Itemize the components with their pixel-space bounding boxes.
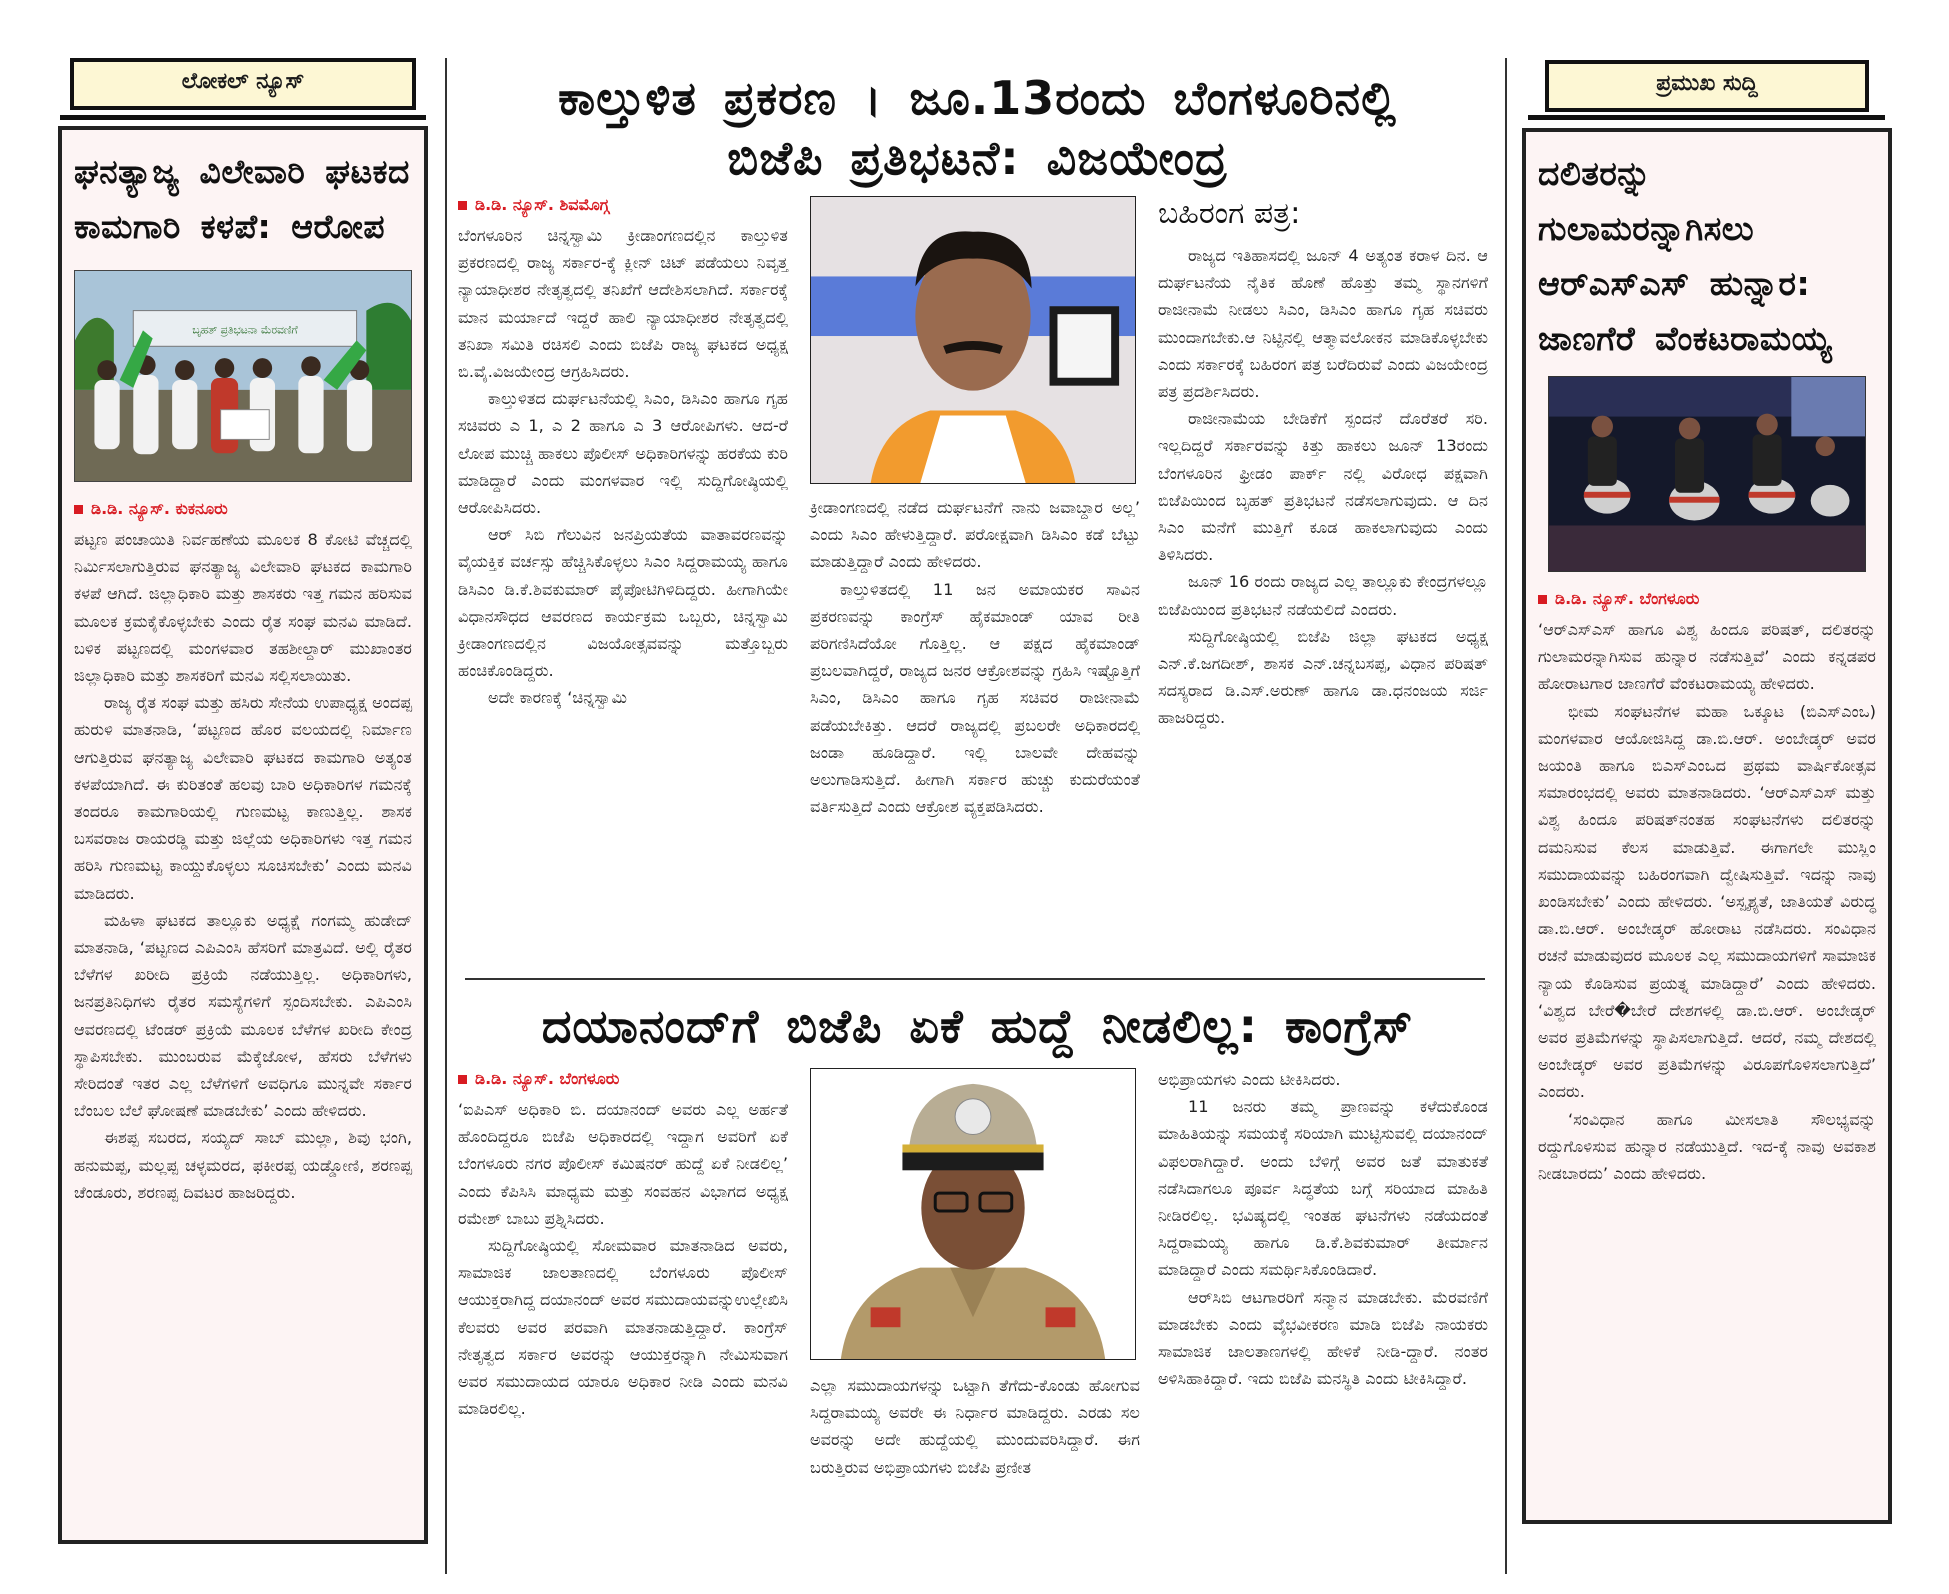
dateline-kukanur: ಡಿ.ಡಿ. ನ್ಯೂಸ್. ಕುಕನೂರು xyxy=(74,496,412,522)
police-officer-portrait-photo xyxy=(810,1068,1136,1360)
local-news-box xyxy=(58,126,428,1544)
paragraph: ಕಾಲ್ತುಳಿತದ ದುರ್ಘಟನೆಯಲ್ಲಿ ಸಿಎಂ, ಡಿಸಿಎಂ ಹಾಗೂ ಗೃಹ ಸಚಿವರು ಎ 1, ಎ 2 ಹಾಗೂ ಎ 3 ಆರೋಪಿಗಳು. ಆದ-ರೆ ಲೋಪ ಮುಚ್ಚಿ ಹಾಕಲು ಪೊಲೀಸ್ ಅಧಿಕಾರಿಗಳನ್ನು ಹರಕೆಯ ಕುರಿ ಮಾಡಿದ್ದಾರೆ ಎಂದು ಮಂಗಳವಾರ ಇಲ್ಲಿ ಸುದ್ದಿಗೋಷ್ಠಿಯಲ್ಲಿ ಆರೋಪಿಸಿದರು. xyxy=(458,389,788,518)
paragraph: ಬೆಂಗಳೂರಿನ ಚಿನ್ನಸ್ವಾಮಿ ಕ್ರೀಡಾಂಗಣದಲ್ಲಿನ ಕಾಲ್ತುಳಿತ ಪ್ರಕರಣದಲ್ಲಿ ರಾಜ್ಯ ಸರ್ಕಾರ-ಕ್ಕೆ ಕ್ಲೀನ್ ಚಿಟ್ ಪಡೆಯಲು ನಿವೃತ್ತ ನ್ಯಾಯಾಧೀಶರ ನೇತೃತ್ವದಲ್ಲಿ ತನಿಖೆಗೆ ಆದೇಶಿಸಲಾಗಿದೆ. ಸರ್ಕಾರಕ್ಕೆ ಮಾನ ಮರ್ಯಾದೆ ಇದ್ದರೆ ಹಾಲಿ ನ್ಯಾಯಾಧೀಶರ ನೇತೃತ್ವದಲ್ಲಿ ತನಿಖಾ ಸಮಿತಿ ರಚಿಸಲಿ ಎಂದು ಬಿಜೆಪಿ ರಾಜ್ಯ ಘಟಕದ ಅಧ್ಯಕ್ಷ ಬಿ.ವೈ.ವಿಜಯೇಂದ್ರ ಆಗ್ರಹಿಸಿದರು. xyxy=(458,226,788,382)
dateline-shivamogga: ಡಿ.ಡಿ. ನ್ಯೂಸ್. ಶಿವಮೊಗ್ಗ xyxy=(458,192,788,218)
article2-col1 xyxy=(458,1066,788,1422)
paragraph: ‘ಐಪಿಎಸ್ ಅಧಿಕಾರಿ ಬಿ. ದಯಾನಂದ್ ಅವರು ಎಲ್ಲ ಅರ್ಹತೆ ಹೊಂದಿದ್ದರೂ ಬಿಜೆಪಿ ಅಧಿಕಾರದಲ್ಲಿ ಇದ್ದಾಗ ಅವರಿಗೆ ಏಕೆ ಬೆಂಗಳೂರು ನಗರ ಪೊಲೀಸ್ ಕಮಿಷನರ್ ಹುದ್ದೆ ಏಕೆ ನೀಡಲಿಲ್ಲ’ ಎಂದು ಕೆಪಿಸಿಸಿ ಮಾಧ್ಯಮ ಮತ್ತು ಸಂವಹನ ವಿಭಾಗದ ಅಧ್ಯಕ್ಷ ರಮೇಶ್ ಬಾಬು ಪ್ರಶ್ನಿಸಿದರು. xyxy=(458,1100,788,1228)
paragraph: ರಾಜ್ಯ ರೈತ ಸಂಘ ಮತ್ತು ಹಸಿರು ಸೇನೆಯ ಉಪಾಧ್ಯಕ್ಷ ಅಂದಪ್ಪ ಹುರುಳಿ ಮಾತನಾಡಿ, ‘ಪಟ್ಟಣದ ಹೊರ ವಲಯದಲ್ಲಿ ನಿರ್ಮಾಣ ಆಗುತ್ತಿರುವ ಘನತ್ಯಾಜ್ಯ ವಿಲೇವಾರಿ ಘಟಕದ ಕಾಮಗಾರಿ ಅತ್ಯಂತ ಕಳಪೆಯಾಗಿದೆ. ಈ ಕುರಿತಂತೆ ಹಲವು ಬಾರಿ ಅಧಿಕಾರಿಗಳ ಗಮನಕ್ಕೆ ತಂದರೂ ಕಾಮಗಾರಿಯಲ್ಲಿ ಗುಣಮಟ್ಟ ಕಾಣುತ್ತಿಲ್ಲ. ಶಾಸಕ ಬಸವರಾಜ ರಾಯರಡ್ಡಿ ಮತ್ತು ಜಿಲ್ಲೆಯ ಅಧಿಕಾರಿಗಳು ಇತ್ತ ಗಮನ ಹರಿಸಿ ಗುಣಮಟ್ಟ ಕಾಯ್ದುಕೊಳ್ಳಲು ಸೂಚಿಸಬೇಕು’ ಎಂದು ಮನವಿ ಮಾಡಿದರು. xyxy=(74,693,412,903)
article2-col2 xyxy=(810,1372,1140,1481)
paragraph: ಎಲ್ಲಾ ಸಮುದಾಯಗಳನ್ನು ಒಟ್ಟಾಗಿ ತೆಗೆದು-ಕೊಂಡು ಹೋಗುವ ಸಿದ್ದರಾಮಯ್ಯ ಅವರೇ ಈ ನಿರ್ಧಾರ ಮಾಡಿದ್ದರು. ಎರಡು ಸಲ ಅವರನ್ನು ಅದೇ ಹುದ್ದೆಯಲ್ಲಿ ಮುಂದುವರಿಸಿದ್ದಾರೆ. ಈಗ ಬರುತ್ತಿರುವ ಅಭಿಪ್ರಾಯಗಳು ಬಿಜೆಪಿ ಪ್ರಣೀತ xyxy=(810,1376,1140,1477)
paragraph: ಸುದ್ದಿಗೋಷ್ಠಿಯಲ್ಲಿ ಸೋಮವಾರ ಮಾತನಾಡಿದ ಅವರು, ಸಾಮಾಜಿಕ ಜಾಲತಾಣದಲ್ಲಿ ಬೆಂಗಳೂರು ಪೊಲೀಸ್ ಆಯುಕ್ತರಾಗಿದ್ದ ದಯಾನಂದ್ ಅವರ ಸಮುದಾಯವನ್ನುಉಲ್ಲೇಖಿಸಿ ಕೆಲವರು ಅವರ ಪರವಾಗಿ ಮಾತನಾಡುತ್ತಿದ್ದಾರೆ. ಕಾಂಗ್ರೆಸ್ ನೇತೃತ್ವದ ಸರ್ಕಾರ ಅವರನ್ನು ಆಯುಕ್ತರನ್ನಾಗಿ ನೇಮಿಸುವಾಗ ಅವರ ಸಮುದಾಯದ ಯಾರೂ ಅಧಿಕಾರ ನೀಡಿ ಎಂದು ಮನವಿ ಮಾಡಿರಲಿಲ್ಲ. xyxy=(458,1236,788,1419)
paragraph: ‘ಆರ್‌ಎಸ್‌ಎಸ್ ಹಾಗೂ ವಿಶ್ವ ಹಿಂದೂ ಪರಿಷತ್, ದಲಿತರನ್ನು ಗುಲಾಮರನ್ನಾಗಿಸುವ ಹುನ್ನಾರ ನಡೆಸುತ್ತಿವೆ’ ಎಂದು ಕನ್ನಡಪರ ಹೋರಾಟಗಾರ ಜಾಣಗೆರೆ ವೆಂಕಟರಾಮಯ್ಯ ಹೇಳಿದರು. xyxy=(1538,620,1876,694)
section-label-top-news: ಪ್ರಮುಖ ಸುದ್ದಿ xyxy=(1545,60,1869,112)
article2-col3 xyxy=(1158,1066,1488,1392)
paragraph: ಆರ್‌ಸಿಬಿ ಆಟಗಾರರಿಗೆ ಸನ್ಮಾನ ಮಾಡಬೇಕು. ಮೆರವಣಿಗೆ ಮಾಡಬೇಕು ಎಂದು ವೈಭವೀಕರಣ ಮಾಡಿ ಬಿಜೆಪಿ ನಾಯಕರು ಸಾಮಾಜಿಕ ಜಾಲತಾಣಗಳಲ್ಲಿ ಹೇಳಿಕೆ ನೀಡಿ-ದ್ದಾರೆ. ನಂತರ ಅಳಿಸಿಹಾಕಿದ್ದಾರೆ. ಇದು ಬಿಜೆಪಿ ಮನಸ್ಥಿತಿ ಎಂದು ಟೀಕಿಸಿದ್ದಾರೆ. xyxy=(1158,1287,1488,1389)
article1-col3 xyxy=(1158,192,1488,732)
bullet-square-icon xyxy=(458,201,467,210)
paragraph: ಕಾಲ್ತುಳಿತದಲ್ಲಿ 11 ಜನ ಅಮಾಯಕರ ಸಾವಿನ ಪ್ರಕರಣವನ್ನು ಕಾಂಗ್ರೆಸ್ ಹೈಕಮಾಂಡ್ ಯಾವ ರೀತಿ ಪರಿಗಣಿಸಿದೆಯೋ ಗೊತ್ತಿಲ್ಲ. ಆ ಪಕ್ಷದ ಹೈಕಮಾಂಡ್ ಪ್ರಬಲವಾಗಿದ್ದರೆ, ರಾಜ್ಯದ ಜನರ ಆಕ್ರೋಶವನ್ನು ಗ್ರಹಿಸಿ ಇಷ್ಟೊತ್ತಿಗೆ ಸಿಎಂ, ಡಿಸಿಎಂ ಹಾಗೂ ಗೃಹ ಸಚಿವರ ರಾಜೀನಾಮೆ ಪಡೆಯಬೇಕಿತ್ತು. ಆದರೆ ರಾಜ್ಯದಲ್ಲಿ ಪ್ರಬಲರೇ ಅಧಿಕಾರದಲ್ಲಿ ಜಂಡಾ ಹೂಡಿದ್ದಾರೆ. ಇಲ್ಲಿ ಬಾಲವೇ ದೇಹವನ್ನು ಅಲುಗಾಡಿಸುತ್ತಿದೆ. ಹೀಗಾಗಿ ಸರ್ಕಾರ ಹುಚ್ಚು ಕುದುರೆಯಂತೆ ವರ್ತಿಸುತ್ತಿದೆ ಎಂದು ಆಕ್ರೋಶ ವ್ಯಕ್ತಪಡಿಸಿದರು. xyxy=(810,579,1140,817)
paragraph: ಪಟ್ಟಣ ಪಂಚಾಯಿತಿ ನಿರ್ವಹಣೆಯ ಮೂಲಕ 8 ಕೋಟಿ ವೆಚ್ಚದಲ್ಲಿ ನಿರ್ಮಿಸಲಾಗುತ್ತಿರುವ ಘನತ್ಯಾಜ್ಯ ವಿಲೇವಾರಿ ಘಟಕದ ಕಾಮಗಾರಿ ಕಳಪೆ ಆಗಿದೆ. ಜಿಲ್ಲಾಧಿಕಾರಿ ಮತ್ತು ಶಾಸಕರು ಇತ್ತ ಗಮನ ಹರಿಸುವ ಮೂಲಕ ಕ್ರಮಕೈಕೊಳ್ಳಬೇಕು ಎಂದು ರೈತ ಸಂಘ ಮನವಿ ಮಾಡಿದೆ. ಬಳಿಕ ಪಟ್ಟಣದಲ್ಲಿ ಮಂಗಳವಾರ ತಹಶೀಲ್ದಾರ್ ಮುಖಾಂತರ ಜಿಲ್ಲಾಧಿಕಾರಿ ಮತ್ತು ಶಾಸಕರಿಗೆ ಮನವಿ ಸಲ್ಲಿಸಲಾಯಿತು. xyxy=(74,530,412,686)
paragraph: ಈಶಪ್ಪ ಸಬರದ, ಸಯ್ಯದ್ ಸಾಬ್ ಮುಲ್ಲಾ, ಶಿವು ಭಂಗಿ, ಹನುಮಪ್ಪ, ಮಲ್ಲಪ್ಪ ಚಳ್ಳಮರದ, ಫಕೀರಪ್ಪ ಯಡ್ಡೋಣಿ, ಶರಣಪ್ಪ ಚೆಂಡೂರು, ಶರಣಪ್ಪ ದಿವಟರ ಹಾಜರಿದ್ದರು. xyxy=(74,1128,412,1202)
paragraph: ಭೀಮ ಸಂಘಟನೆಗಳ ಮಹಾ ಒಕ್ಕೂಟ (ಬಿಎಸ್‌ಎಂಒ) ಮಂಗಳವಾರ ಆಯೋಜಿಸಿದ್ದ ಡಾ.ಬಿ.ಆರ್. ಅಂಬೇಡ್ಕರ್ ಅವರ ಜಯಂತಿ ಹಾಗೂ ಬಿಎಸ್‌ಎಂಒದ ಪ್ರಥಮ ವಾರ್ಷಿಕೋತ್ಸವ ಸಮಾರಂಭದಲ್ಲಿ ಅವರು ಮಾತನಾಡಿದರು. ‘ಆರ್‌ಎಸ್‌ಎಸ್ ಮತ್ತು ವಿಶ್ವ ಹಿಂದೂ ಪರಿಷತ್‌ನಂತಹ ಸಂಘಟನೆಗಳು ದಲಿತರನ್ನು ದಮನಿಸುವ ಕೆಲಸ ಮಾಡುತ್ತಿವೆ. ಈಗಾಗಲೇ ಮುಸ್ಲಿಂ ಸಮುದಾಯವನ್ನು ಬಹಿರಂಗವಾಗಿ ದ್ವೇಷಿಸುತ್ತಿವೆ. ಇದನ್ನು ನಾವು ಖಂಡಿಸಬೇಕು’ ಎಂದು ಹೇಳಿದರು. ‘ಅಸ್ಪೃಶ್ಯತೆ, ಜಾತಿಯತೆ ವಿರುದ್ಧ ಡಾ.ಬಿ.ಆರ್. ಅಂಬೇಡ್ಕರ್ ಹೋರಾಟ ನಡೆಸಿದರು. ಸಂವಿಧಾನ ರಚನೆ ಮಾಡುವುದರ ಮೂಲಕ ಎಲ್ಲ ಸಮುದಾಯಗಳಿಗೆ ಸಾಮಾಜಿಕ ನ್ಯಾಯ ಕೊಡಿಸುವ ಪ್ರಯತ್ನ ಮಾಡಿದ್ದಾರೆ’ ಎಂದು ಹೇಳಿದರು. ‘ವಿಶ್ವದ ಬೇರೆ�ಬೇರೆ ದೇಶಗಳಲ್ಲಿ ಡಾ.ಬಿ.ಆರ್. ಅಂಬೇಡ್ಕರ್ ಅವರ ಪ್ರತಿಮೆಗಳನ್ನು ಸ್ಥಾಪಿಸಲಾಗುತ್ತಿದೆ. ಆದರೆ, ನಮ್ಮ ದೇಶದಲ್ಲಿ ಅಂಬೇಡ್ಕರ್ ಅವರ ಪ್ರತಿಮೆಗಳನ್ನು ವಿರೂಪಗೊಳಿಸಲಾಗುತ್ತಿದೆ’ ಎಂದರು. xyxy=(1538,701,1876,1102)
dateline-bengaluru: ಡಿ.ಡಿ. ನ್ಯೂಸ್. ಬೆಂಗಳೂರು xyxy=(458,1066,788,1092)
paragraph: ಅಭಿಪ್ರಾಯಗಳು ಎಂದು ಟೀಕಿಸಿದರು. xyxy=(1158,1070,1341,1089)
main-headline-stampede: ಕಾಲ್ತುಳಿತ ಪ್ರಕರಣ । ಜೂ.13ರಂದು ಬೆಂಗಳೂರಿನಲ್ಲಿ ಬಿಜೆಪಿ ಪ್ರತಿಭಟನೆ: ವಿಜಯೇಂದ್ರ xyxy=(558,71,1397,185)
paragraph: ಆರ್ ಸಿಬಿ ಗೆಲುವಿನ ಜನಪ್ರಿಯತೆಯ ವಾತಾವರಣವನ್ನು ವೈಯಕ್ತಿಕ ವರ್ಚಸ್ಸು ಹೆಚ್ಚಿಸಿಕೊಳ್ಳಲು ಸಿಎಂ ಸಿದ್ದರಾಮಯ್ಯ ಹಾಗೂ ಡಿಸಿಎಂ ಡಿ.ಕೆ.ಶಿವಕುಮಾರ್ ಪೈಪೋಟಿಗಿಳಿದಿದ್ದರು. ಹೀಗಾಗಿಯೇ ವಿಧಾನಸೌಧದ ಆವರಣದ ಕಾರ್ಯಕ್ರಮ ಒಬ್ಬರು, ಚಿನ್ನಸ್ವಾಮಿ ಕ್ರೀಡಾಂಗಣದಲ್ಲಿನ ವಿಜಯೋತ್ಸವವನ್ನು ಮತ್ತೊಬ್ಬರು ಹಂಚಿಕೊಂಡಿದ್ದರು. xyxy=(458,525,788,681)
top-news-headline: ದಲಿತರನ್ನು ಗುಲಾಮರನ್ನಾಗಿಸಲು ಆರ್‌ಎಸ್‌ಎಸ್ ಹುನ್ನಾರ: ಜಾಣಗೆರೆ ವೆಂಕಟರಾಮಯ್ಯ xyxy=(1538,154,1833,358)
bullet-square-icon xyxy=(1538,595,1547,604)
column-rule-right xyxy=(1505,58,1507,1574)
subhead-open-letter: ಬಹಿರಂಗ ಪತ್ರ: xyxy=(1158,196,1301,231)
section-underline xyxy=(60,115,426,120)
paragraph: ಮಹಿಳಾ ಘಟಕದ ತಾಲ್ಲೂಕು ಅಧ್ಯಕ್ಷೆ ಗಂಗಮ್ಮ ಹುಡೇದ್ ಮಾತನಾಡಿ, ‘ಪಟ್ಟಣದ ಎಪಿಎಂಸಿ ಹೆಸರಿಗೆ ಮಾತ್ರವಿದೆ. ಅಲ್ಲಿ ರೈತರ ಬೆಳೆಗಳ ಖರೀದಿ ಪ್ರಕ್ರಿಯೆ ನಡೆಯುತ್ತಿಲ್ಲ. ಅಧಿಕಾರಿಗಳು, ಜನಪ್ರತಿನಿಧಿಗಳು ರೈತರ ಸಮಸ್ಯೆಗಳಿಗೆ ಸ್ಪಂದಿಸಬೇಕು. ಎಪಿಎಂಸಿ ಆವರಣದಲ್ಲಿ ಟೆಂಡರ್ ಪ್ರಕ್ರಿಯೆ ಮೂಲಕ ಬೆಳೆಗಳ ಖರೀದಿ ಕೇಂದ್ರ ಸ್ಥಾಪಿಸಬೇಕು. ಮುಂಬರುವ ಮೆಕ್ಕೆಜೋಳ, ಹೆಸರು ಬೆಳೆಗಳು ಸೇರಿದಂತೆ ಇತರ ಎಲ್ಲ ಬೆಳೆಗಳಿಗೆ ಅವಧಿಗೂ ಮುನ್ನವೇ ಸರ್ಕಾರ ಬೆಂಬಲ ಬೆಲೆ ಘೋಷಣೆ ಮಾಡಬೇಕು’ ಎಂದು ಹೇಳಿದರು. xyxy=(74,910,412,1121)
paragraph: ಸುದ್ದಿಗೋಷ್ಠಿಯಲ್ಲಿ ಬಿಜೆಪಿ ಜಿಲ್ಲಾ ಘಟಕದ ಅಧ್ಯಕ್ಷ ಎನ್.ಕೆ.ಜಗದೀಶ್, ಶಾಸಕ ಎನ್.ಚನ್ನಬಸಪ್ಪ, ವಿಧಾನ ಪರಿಷತ್ ಸದಸ್ಯರಾದ ಡಿ.ಎಸ್.ಅರುಣ್ ಹಾಗೂ ಡಾ.ಧನಂಜಯ ಸರ್ಜಿ ಹಾಜರಿದ್ದರು. xyxy=(1158,626,1488,728)
protest-photo xyxy=(74,270,412,482)
top-news-box xyxy=(1522,128,1892,1524)
bullet-square-icon xyxy=(74,505,83,514)
paragraph: 11 ಜನರು ತಮ್ಮ ಪ್ರಾಣವನ್ನು ಕಳೆದುಕೊಂಡ ಮಾಹಿತಿಯನ್ನು ಸಮಯಕ್ಕೆ ಸರಿಯಾಗಿ ಮುಟ್ಟಿಸುವಲ್ಲಿ ದಯಾನಂದ್ ವಿಫಲರಾಗಿದ್ದಾರೆ. ಅಂದು ಬೆಳಿಗ್ಗೆ ಅವರ ಜತೆ ಮಾತುಕತೆ ನಡೆಸಿದಾಗಲೂ ಪೂರ್ವ ಸಿದ್ಧತೆಯ ಬಗ್ಗೆ ಸರಿಯಾದ ಮಾಹಿತಿ ನೀಡಿರಲಿಲ್ಲ. ಭವಿಷ್ಯದಲ್ಲಿ ಇಂತಹ ಘಟನೆಗಳು ನಡೆಯದಂತೆ ಸಿದ್ದರಾಮಯ್ಯ ಹಾಗೂ ಡಿ.ಕೆ.ಶಿವಕುಮಾರ್ ತೀರ್ಮಾನ ಮಾಡಿದ್ದಾರೆ ಎಂದು ಸಮರ್ಥಿಸಿಕೊಂಡಿದಾರೆ. xyxy=(1158,1097,1488,1280)
drummers-stage-photo xyxy=(1548,376,1866,572)
banner-text: ಬೃಹತ್ ಪ್ರತಿಭಟನಾ ಮೆರವಣಿಗೆ xyxy=(192,323,298,337)
paragraph: ರಾಜೀನಾಮೆಯ ಬೇಡಿಕೆಗೆ ಸ್ಪಂದನೆ ದೊರೆತರೆ ಸರಿ. ಇಲ್ಲದಿದ್ದರೆ ಸರ್ಕಾರವನ್ನು ಕಿತ್ತು ಹಾಕಲು ಜೂನ್ 13ರಂದು ಬೆಂಗಳೂರಿನ ಫ್ರೀಡಂ ಪಾರ್ಕ್ ನಲ್ಲಿ ವಿರೋಧ ಪಕ್ಷವಾಗಿ ಬಿಜೆಪಿಯಿಂದ ಬೃಹತ್ ಪ್ರತಿಭಟನೆ ನಡೆಸಲಾಗುವುದು. ಆ ದಿನ ಸಿಎಂ ಮನೆಗೆ ಮುತ್ತಿಗೆ ಕೂಡ ಹಾಕಲಾಗುವುದು ಎಂದು ತಿಳಿಸಿದರು. xyxy=(1158,409,1488,565)
local-news-body xyxy=(74,526,412,1206)
section-underline xyxy=(1528,115,1885,120)
bullet-square-icon xyxy=(458,1075,467,1084)
dateline-bengaluru-right: ಡಿ.ಡಿ. ನ್ಯೂಸ್. ಬೆಂಗಳೂರು xyxy=(1538,586,1876,612)
headline-dayanand: ದಯಾನಂದ್‌ಗೆ ಬಿಜೆಪಿ ಏಕೆ ಹುದ್ದೆ ನೀಡಲಿಲ್ಲ: ಕಾಂಗ್ರೆಸ್ xyxy=(541,999,1414,1053)
local-news-headline: ಘನತ್ಯಾಜ್ಯ ವಿಲೇವಾರಿ ಘಟಕದ ಕಾಮಗಾರಿ ಕಳಪೆ: ಆರೋಪ xyxy=(74,152,410,246)
paragraph: ಕ್ರೀಡಾಂಗಣದಲ್ಲಿ ನಡೆದ ದುರ್ಘಟನೆಗೆ ನಾನು ಜವಾಬ್ದಾರ ಅಲ್ಲ’ ಎಂದು ಸಿಎಂ ಹೇಳುತ್ತಿದ್ದಾರೆ. ಪರೋಕ್ಷವಾಗಿ ಡಿಸಿಎಂ ಕಡೆ ಬೆಟ್ಟು ಮಾಡುತ್ತಿದ್ದಾರೆ ಎಂದು ಹೇಳಿದರು. xyxy=(810,498,1140,572)
politician-portrait-photo xyxy=(810,196,1136,484)
article1-col2 xyxy=(810,494,1140,820)
paragraph: ಅದೇ ಕಾರಣಕ್ಕೆ ‘ಚಿನ್ನಸ್ವಾಮಿ xyxy=(488,688,628,708)
top-news-body xyxy=(1538,616,1876,1187)
section-label-local-news: ಲೋಕಲ್ ನ್ಯೂಸ್ xyxy=(70,58,416,110)
column-rule-left xyxy=(445,58,447,1574)
paragraph: ಜೂನ್ 16 ರಂದು ರಾಜ್ಯದ ಎಲ್ಲ ತಾಲ್ಲೂಕು ಕೇಂದ್ರಗಳಲ್ಲೂ ಬಿಜೆಪಿಯಿಂದ ಪ್ರತಿಭಟನೆ ನಡೆಯಲಿದೆ ಎಂದರು. xyxy=(1158,572,1488,619)
paragraph: ‘ಸಂವಿಧಾನ ಹಾಗೂ ಮೀಸಲಾತಿ ಸೌಲಭ್ಯವನ್ನು ರದ್ದುಗೊಳಿಸುವ ಹುನ್ನಾರ ನಡೆಯುತ್ತಿದೆ. ಇದ-ಕ್ಕೆ ನಾವು ಅವಕಾಶ ನೀಡಬಾರದು’ ಎಂದು ಹೇಳಿದರು. xyxy=(1538,1109,1876,1184)
paragraph: ರಾಜ್ಯದ ಇತಿಹಾಸದಲ್ಲಿ ಜೂನ್ 4 ಅತ್ಯಂತ ಕರಾಳ ದಿನ. ಆ ದುರ್ಘಟನೆಯ ನೈತಿಕ ಹೊಣೆ ಹೊತ್ತು ತಮ್ಮ ಸ್ಥಾನಗಳಿಗೆ ರಾಜೀನಾಮೆ ನೀಡಲು ಸಿಎಂ, ಡಿಸಿಎಂ ಹಾಗೂ ಗೃಹ ಸಚಿವರು ಮುಂದಾಗಬೇಕು.ಆ ನಿಟ್ಟಿನಲ್ಲಿ ಆತ್ಮಾವಲೋಕನ ಮಾಡಿಕೊಳ್ಳಬೇಕು ಎಂದು ಸರ್ಕಾರಕ್ಕೆ ಬಹಿರಂಗ ಪತ್ರ ಬರೆದಿರುವೆ ಎಂದು ವಿಜಯೇಂದ್ರ ಪತ್ರ ಪ್ರದರ್ಶಿಸಿದರು. xyxy=(1158,246,1488,402)
article-divider xyxy=(465,978,1485,980)
article1-col1 xyxy=(458,192,788,712)
